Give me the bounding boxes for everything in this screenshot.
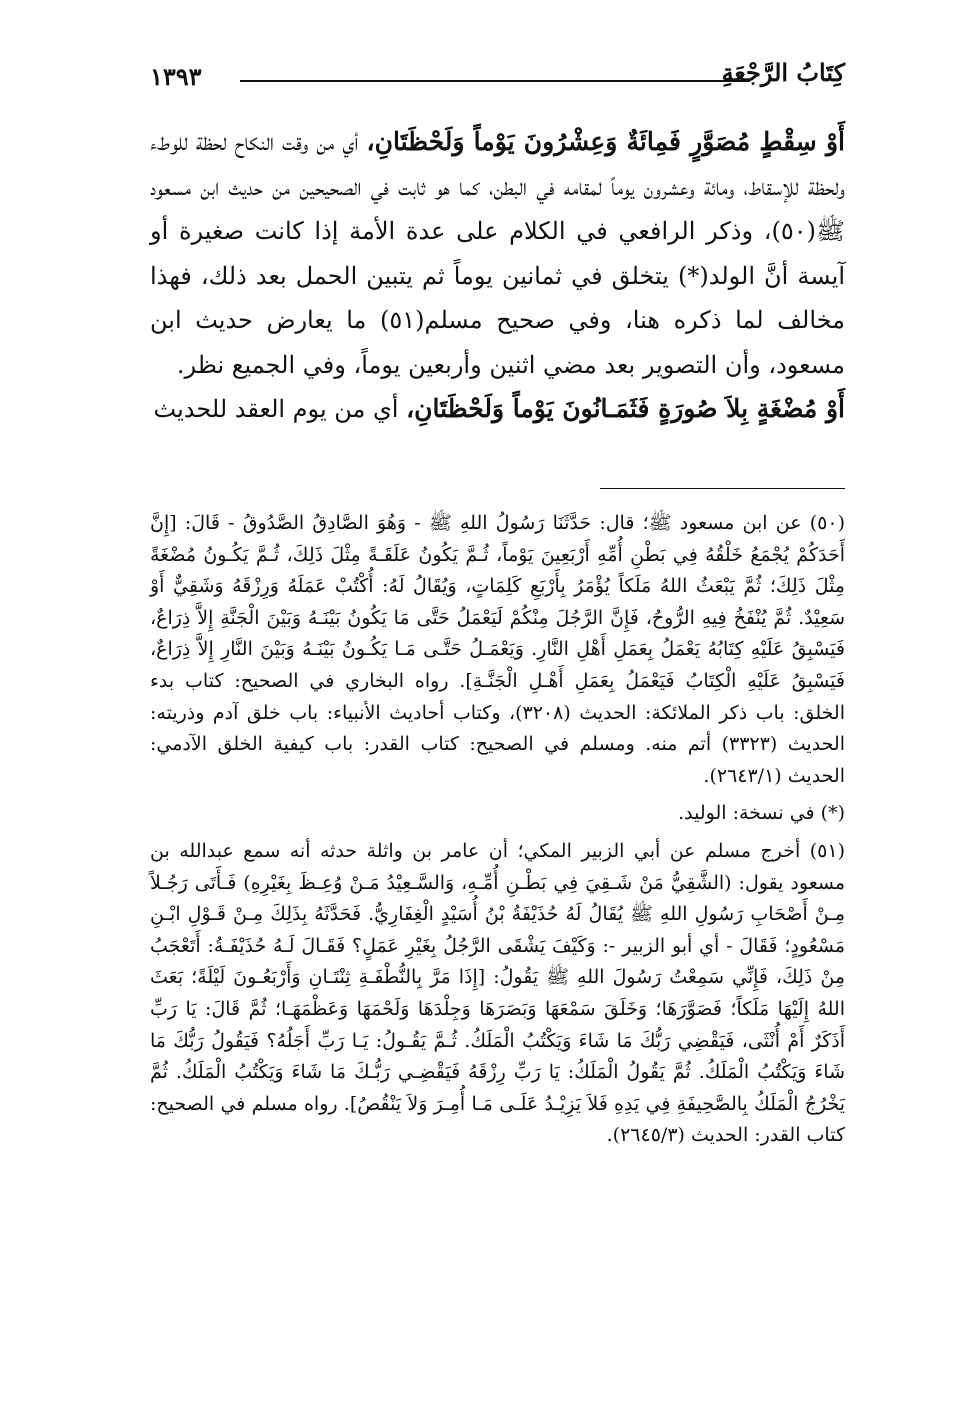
commentary-1: أي من وقت النكاح لحظة للوطء ولحظة للإسقاط، ومائة وعشرون يوماً لمقامه في البطن، كما هو ثابت في الصحيحين من حديث ابن مسعود ﷺ(٥٠)، وذكر الرافعي في الكلام على عدة الأمة إذا كانت صغيرة أو آيسة أنَّ الولد(*) يتخلق في ثمانين يوماً ثم يتبين الحمل بعد ذلك، فهذا مخالف لما ذكره هنا، وفي صحيح مسلم(٥١) ما يعارض حديث ابن مسعود، وأن التصوير بعد مضي اثنين وأربعين يوماً، وفي الجميع نظر. [150, 128, 845, 379]
main-text [150, 120, 845, 482]
main-paragraph-2 [150, 387, 845, 432]
footnote-separator [600, 488, 845, 489]
running-header [150, 58, 845, 92]
footnote-star: (*) في نسخة: الوليد. [678, 802, 845, 825]
footnote-50: (٥٠) عن ابن مسعود ﷺ؛ قال: حَدَّثَنَا رَسُولُ اللهِ ﷺ - وَهُوَ الصَّادِقُ الصَّدُوقُ - قَالَ: [إِنَّ أَحَدَكُمْ يُجْمَعُ خَلْقُهُ فِي بَطْنِ أُمِّهِ أَرْبَعِينَ يَوْماً، ثُـمَّ يَكُونُ عَلَقَـةً مِثْلَ ذَلِكَ، ثُـمَّ يَكُـونُ مُضْغَةً مِثْلَ ذَلِكَ؛ ثُمَّ يَبْعَثُ اللهُ مَلَكاً يُؤْمَرُ بِأَرْبَعِ كَلِمَاتٍ، وَيُقَالُ لَهُ: أُكْتُبْ عَمَلَهُ وَرِزْقَهُ وَشَقِيٌّ أَوْ سَعِيْدٌ. ثُمَّ يُنْفَخُ فِيهِ الرُّوحُ، فَإِنَّ الرَّجُلَ مِنْكُمْ لَيَعْمَلُ حَتَّى مَا يَكُونُ بَيْنَـهُ وَبَيْنَ الْجَنَّةِ إِلاَّ ذِرَاعٌ، فَيَسْبِقُ عَلَيْهِ كِتَابُهُ يَعْمَلُ بِعَمَلِ أَهْلِ النَّارِ. وَيَعْمَـلُ حَتَّـى مَـا يَكُـونُ بَيْنَـهُ وَبَيْنَ النَّارِ إِلاَّ ذِرَاعٌ، فَيَسْبِقُ عَلَيْهِ الْكِتَابُ فَيَعْمَلُ بِعَمَلِ أَهْـلِ الْجَنَّـةِ]. رواه البخاري في الصحيح: كتاب بدء الخلق: باب ذكر الملائكة: الحديث (٣٢٠٨)، وكتاب أحاديث الأنبياء: باب خلق آدم وذريته: الحديث (٣٣٢٣) أتم منه. ومسلم في الصحيح: كتاب القدر: باب كيفية الخلق الآدمي: الحديث (٢٦٤٣/١). [150, 512, 846, 787]
matn-quote-1: أَوْ سِقْطٍ مُصَوَّرٍ فَمِائَةٌ وَعِشْرُونَ يَوْماً وَلَحْظَتَانِ، [366, 127, 845, 156]
matn-quote-2: أَوْ مُضْغَةٍ بِلاَ صُورَةٍ فَثَمَـانُونَ يَوْماً وَلَحْظَتَانِ، [406, 394, 845, 423]
page-number: ١٣٩٣ [150, 62, 202, 91]
book-title: كِتَابُ الرَّجْعَةِ [721, 58, 845, 87]
commentary-2: أي من يوم العقد للحديث [153, 395, 407, 423]
header-rule [240, 80, 750, 82]
footnote-51: (٥١) أخرج مسلم عن أبي الزبير المكي؛ أن عامر بن واثلة حدثه أنه سمع عبدالله بن مسعود يقول: (الشَّقِيُّ مَنْ شَـقِيَ فِي بَطْـنِ أُمِّـهِ، وَالسَّـعِيْدُ مَـنْ وُعِـظَ بِغَيْرِهِ) فَـأَتَى رَجُـلاً مِـنْ أَصْحَابِ رَسُولِ اللهِ ﷺ يُقَالُ لَهُ حُذَيْفَةُ بْنُ أُسَيْدٍ الْغِفَارِيُّ. فَحَدَّثَهُ بِذَلِكَ مِـنْ قَـوْلِ ابْـنِ مَسْعُودٍ؛ فَقَالَ - أي أبو الزبير -: وَكَيْفَ يَشْقَى الرَّجُلُ بِغَيْرِ عَمَلٍ؟ فَقَـالَ لَـهُ حُذَيْفَـةُ: أَتَعْجَبُ مِنْ ذَلِكَ، فَإِنِّي سَمِعْتُ رَسُولَ اللهِ ﷺ يَقُولُ: [إِذَا مَرَّ بِالنُّطْفَـةِ ثِنْتَـانِ وَأَرْبَعُـونَ لَيْلَةً؛ بَعَثَ اللهُ إِلَيْهَا مَلَكاً؛ فَصَوَّرَهَا؛ وَخَلَقَ سَمْعَهَا وَبَصَرَهَا وَجِلْدَهَا وَلَحْمَهَا وَعَظْمَهَـا؛ ثُمَّ قَالَ: يَا رَبِّ أَذَكَرٌ أَمْ أُنْثَى، فَيَقْضِي رَبُّكَ مَا شَاءَ وَيَكْتُبُ الْمَلَكُ. ثُـمَّ يَقُـولُ: يَـا رَبِّ أَجَلُهُ؟ فَيَقُولُ رَبُّكَ مَا شَاءَ وَيَكْتُبُ الْمَلَكُ. ثُمَّ يَقُولُ الْمَلَكُ: يَا رَبِّ رِزْقَهُ فَيَقْضِـي رَبُّـكَ مَا شَاءَ وَيَكْتُبُ الْمَلَكُ. ثُمَّ يَخْرُجُ الْمَلَكُ بِالصَّحِيفَةِ فِي يَدِهِ فَلاَ يَزِيْـدُ عَلَـى مَـا أُمِـرَ وَلاَ يَنْقُصُ]. رواه مسلم في الصحيح: كتاب القدر: الحديث (٢٦٤٥/٣). [150, 839, 845, 1147]
footnotes [150, 508, 845, 1308]
main-paragraph-1 [150, 120, 845, 387]
